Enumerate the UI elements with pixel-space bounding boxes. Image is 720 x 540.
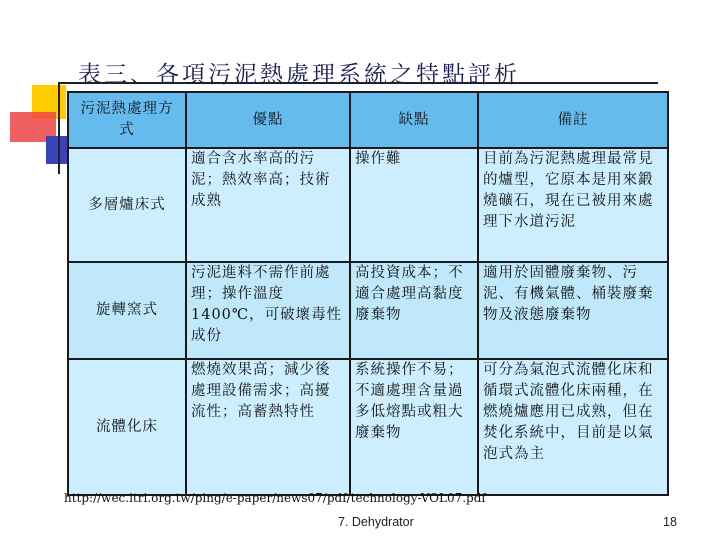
row-notes: 可分為氣泡式流體化床和循環式流體化床兩種，在燃燒爐應用已成熟，但在焚化系統中，目前是以氣泡式為主 xyxy=(478,359,668,495)
row-method: 流體化床 xyxy=(68,359,186,495)
row-pros: 燃燒效果高；減少後處理設備需求；高擾流性；高蓄熱特性 xyxy=(186,359,350,495)
comparison-table xyxy=(67,91,669,496)
row-pros: 污泥進料不需作前處理；操作溫度1400℃，可破壞毒性成份 xyxy=(186,262,350,359)
footer-section-label: 7. Dehydrator xyxy=(338,515,414,529)
page-number: 18 xyxy=(663,515,677,529)
source-link[interactable]: http://wec.itri.org.tw/ping/e-paper/news07/pdf/technology-VOL07.pdf xyxy=(64,491,486,505)
header-cons: 缺點 xyxy=(350,92,478,148)
row-method: 旋轉窯式 xyxy=(68,262,186,359)
table-row xyxy=(68,359,668,495)
header-method: 污泥熱處理方式 xyxy=(68,92,186,148)
row-method: 多層爐床式 xyxy=(68,148,186,262)
table-row xyxy=(68,148,668,262)
header-notes: 備註 xyxy=(478,92,668,148)
table-header-row xyxy=(68,92,668,148)
row-pros: 適合含水率高的污泥；熱效率高；技術成熟 xyxy=(186,148,350,262)
row-notes: 目前為污泥熱處理最常見的爐型，它原本是用來鍛燒礦石，現在已被用來處理下水道污泥 xyxy=(478,148,668,262)
header-pros: 優點 xyxy=(186,92,350,148)
row-notes: 適用於固體廢棄物、污泥、有機氣體、桶裝廢棄物及液態廢棄物 xyxy=(478,262,668,359)
row-cons: 系統操作不易；不適處理含量過多低熔點或粗大廢棄物 xyxy=(350,359,478,495)
decor-vertical-line xyxy=(58,84,60,174)
slide-title: 表三、各項污泥熱處理系統之特點評析 xyxy=(78,62,520,88)
row-cons: 操作難 xyxy=(350,148,478,262)
row-cons: 高投資成本；不適合處理高黏度廢棄物 xyxy=(350,262,478,359)
table-row xyxy=(68,262,668,359)
